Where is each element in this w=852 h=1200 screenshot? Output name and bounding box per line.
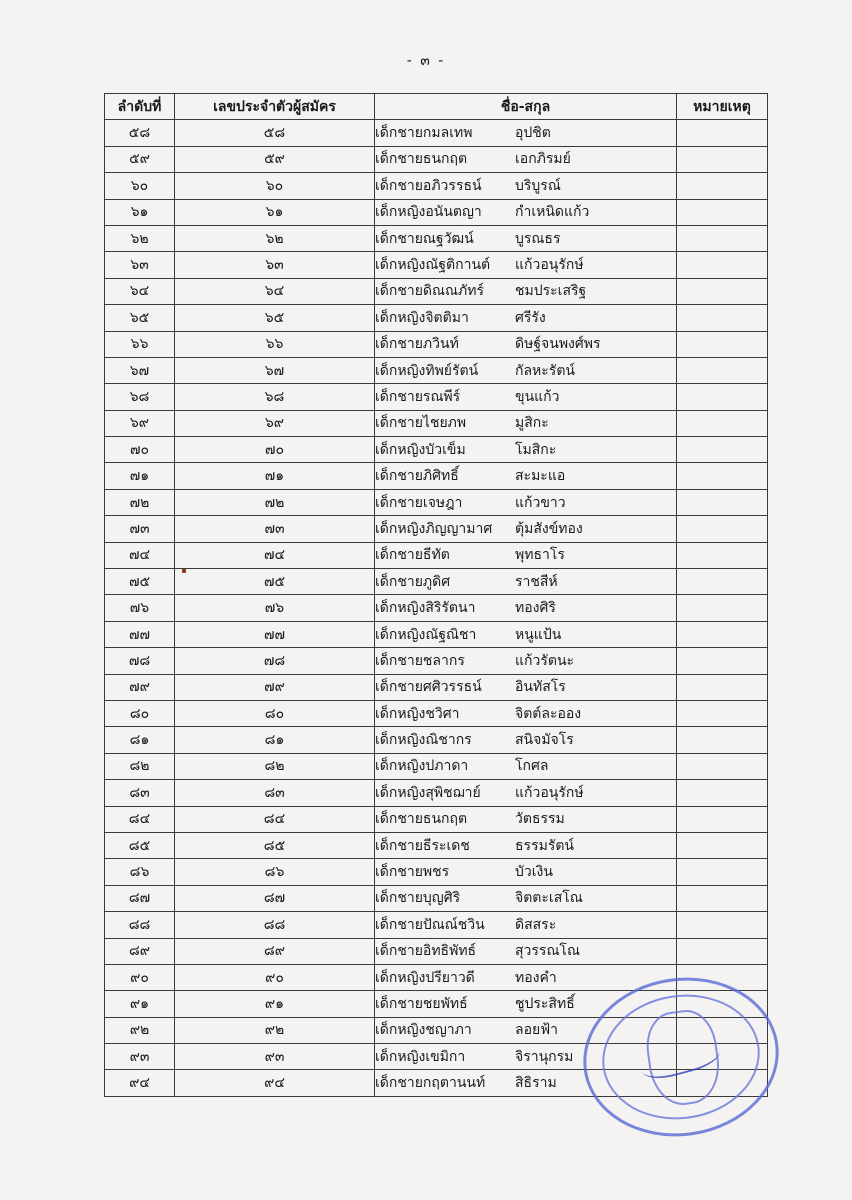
full-name-cell: [375, 727, 677, 753]
remark-cell: [677, 885, 768, 911]
table-row: [105, 859, 768, 885]
full-name-cell: [375, 780, 677, 806]
order-cell: ๖๑: [105, 199, 175, 225]
remark-cell: [677, 859, 768, 885]
last-name: สนิจมัจโร: [515, 732, 574, 749]
order-cell: ๖๖: [105, 331, 175, 357]
last-name: จิรานุกรม: [515, 1048, 574, 1065]
remark-cell: [677, 489, 768, 515]
full-name-cell: [375, 912, 677, 938]
order-cell: ๕๙: [105, 146, 175, 172]
full-name-cell: [375, 278, 677, 304]
applicant-id-cell: ๗๙: [175, 674, 375, 700]
applicant-id-cell: ๖๙: [175, 410, 375, 436]
order-cell: ๗๙: [105, 674, 175, 700]
applicant-id-cell: ๗๕: [175, 569, 375, 595]
last-name: บริบูรณ์: [515, 177, 561, 194]
page-number: - ๓ -: [406, 53, 446, 69]
applicant-id-cell: ๘๘: [175, 912, 375, 938]
full-name-cell: [375, 648, 677, 674]
first-name: เด็กหญิงปภาดา: [375, 758, 469, 775]
table-row: [105, 885, 768, 911]
header-order: ลำดับที่: [105, 94, 175, 120]
remark-cell: [677, 120, 768, 146]
applicant-id-cell: ๙๒: [175, 1017, 375, 1043]
order-cell: ๗๑: [105, 463, 175, 489]
full-name-cell: [375, 753, 677, 779]
full-name-cell: [375, 225, 677, 251]
full-name-cell: [375, 463, 677, 489]
full-name-cell: [375, 964, 677, 990]
applicant-table: [104, 93, 768, 1097]
last-name: ธรรมรัตน์: [515, 837, 574, 854]
last-name: อุปชิต: [515, 125, 551, 142]
table-row: [105, 252, 768, 278]
remark-cell: [677, 674, 768, 700]
full-name-cell: [375, 120, 677, 146]
table-row: [105, 621, 768, 647]
first-name: เด็กชายธีทัต: [375, 547, 450, 564]
remark-cell: [677, 780, 768, 806]
order-cell: ๘๒: [105, 753, 175, 779]
remark-cell: [677, 173, 768, 199]
order-cell: ๘๓: [105, 780, 175, 806]
order-cell: ๗๖: [105, 595, 175, 621]
first-name: เด็กชายพชร: [375, 864, 450, 881]
order-cell: ๘๘: [105, 912, 175, 938]
table-row: [105, 410, 768, 436]
first-name: เด็กชายศศิวรรธน์: [375, 679, 482, 696]
applicant-id-cell: ๗๐: [175, 437, 375, 463]
table-header-row: [105, 94, 768, 120]
order-cell: ๗๐: [105, 437, 175, 463]
applicant-id-cell: ๗๑: [175, 463, 375, 489]
order-cell: ๗๗: [105, 621, 175, 647]
full-name-cell: [375, 173, 677, 199]
first-name: เด็กชายกฤตานนท์: [375, 1075, 486, 1092]
table-row: [105, 305, 768, 331]
last-name: แก้วขาว: [515, 494, 566, 511]
order-cell: ๖๒: [105, 225, 175, 251]
last-name: ทองศิริ: [515, 600, 556, 617]
full-name-cell: [375, 700, 677, 726]
table-row: [105, 648, 768, 674]
applicant-id-cell: ๙๔: [175, 1070, 375, 1096]
table-row: [105, 595, 768, 621]
first-name: เด็กหญิงณิชากร: [375, 732, 472, 749]
first-name: เด็กหญิงณัฐติกานต์: [375, 257, 491, 274]
remark-cell: [677, 938, 768, 964]
order-cell: ๘๖: [105, 859, 175, 885]
last-name: ลอยฟ้า: [515, 1022, 558, 1039]
remark-cell: [677, 357, 768, 383]
order-cell: ๗๔: [105, 542, 175, 568]
order-cell: ๙๑: [105, 991, 175, 1017]
applicant-id-cell: ๗๗: [175, 621, 375, 647]
first-name: เด็กชายรณพีร์: [375, 388, 461, 405]
first-name: เด็กชายภิศิทธิ์: [375, 468, 459, 485]
first-name: เด็กชายธนกฤต: [375, 811, 468, 828]
first-name: เด็กหญิงเขมิกา: [375, 1048, 466, 1065]
table-row: [105, 727, 768, 753]
last-name: กำเหนิดแก้ว: [515, 204, 590, 221]
full-name-cell: [375, 595, 677, 621]
remark-cell: [677, 542, 768, 568]
full-name-cell: [375, 410, 677, 436]
order-cell: ๘๐: [105, 700, 175, 726]
last-name: กัลหะรัตน์: [515, 362, 575, 379]
table-row: [105, 331, 768, 357]
first-name: เด็กชายปัณณ์ชวิน: [375, 916, 485, 933]
full-name-cell: [375, 331, 677, 357]
last-name: จิตต์ละออง: [515, 705, 582, 722]
last-name: มูสิกะ: [515, 415, 549, 432]
applicant-id-cell: ๗๖: [175, 595, 375, 621]
table-row: [105, 437, 768, 463]
order-cell: ๗๓: [105, 516, 175, 542]
order-cell: ๖๓: [105, 252, 175, 278]
full-name-cell: [375, 674, 677, 700]
applicant-id-cell: ๕๘: [175, 120, 375, 146]
full-name-cell: [375, 885, 677, 911]
remark-cell: [677, 199, 768, 225]
table-row: [105, 753, 768, 779]
last-name: โมสิกะ: [515, 441, 557, 458]
full-name-cell: [375, 938, 677, 964]
last-name: บัวเงิน: [515, 864, 553, 881]
order-cell: ๗๒: [105, 489, 175, 515]
applicant-id-cell: ๗๔: [175, 542, 375, 568]
first-name: เด็กชายอภิวรรธน์: [375, 177, 482, 194]
table-row: [105, 384, 768, 410]
order-cell: ๙๓: [105, 1044, 175, 1070]
last-name: ชมประเสริฐ: [515, 283, 587, 300]
table-row: [105, 569, 768, 595]
first-name: เด็กชายไชยภพ: [375, 415, 467, 432]
remark-cell: [677, 753, 768, 779]
last-name: ขุนแก้ว: [515, 388, 560, 405]
applicant-id-cell: ๖๓: [175, 252, 375, 278]
last-name: ทองคำ: [515, 969, 557, 986]
applicant-id-cell: ๘๖: [175, 859, 375, 885]
last-name: ศรีรัง: [515, 309, 546, 326]
first-name: เด็กหญิงภิญญามาศ: [375, 520, 493, 537]
applicant-id-cell: ๕๙: [175, 146, 375, 172]
table-row: [105, 199, 768, 225]
applicant-id-cell: ๖๕: [175, 305, 375, 331]
applicant-id-cell: ๘๐: [175, 700, 375, 726]
first-name: เด็กหญิงชวิศา: [375, 705, 460, 722]
order-cell: ๖๙: [105, 410, 175, 436]
remark-cell: [677, 595, 768, 621]
remark-cell: [677, 727, 768, 753]
applicant-id-cell: ๘๗: [175, 885, 375, 911]
last-name: แก้วรัตนะ: [515, 652, 575, 669]
applicant-id-cell: ๗๒: [175, 489, 375, 515]
remark-cell: [677, 305, 768, 331]
first-name: เด็กหญิงบัวเข็ม: [375, 441, 466, 458]
table-row: [105, 542, 768, 568]
header-full-name: ชื่อ-สกุล: [375, 94, 677, 120]
remark-cell: [677, 912, 768, 938]
table-row: [105, 463, 768, 489]
applicant-id-cell: ๗๘: [175, 648, 375, 674]
remark-cell: [677, 384, 768, 410]
full-name-cell: [375, 806, 677, 832]
remark-cell: [677, 225, 768, 251]
full-name-cell: [375, 621, 677, 647]
table-row: [105, 225, 768, 251]
first-name: เด็กชายดิณณภัทร์: [375, 283, 484, 300]
first-name: เด็กชายกมลเทพ: [375, 125, 473, 142]
order-cell: ๘๔: [105, 806, 175, 832]
table-row: [105, 938, 768, 964]
applicant-id-cell: ๙๑: [175, 991, 375, 1017]
header-applicant-id: เลขประจำตัวผู้สมัคร: [175, 94, 375, 120]
last-name: สิธิราม: [515, 1075, 557, 1092]
last-name: เอกภิรมย์: [515, 151, 571, 168]
table-row: [105, 357, 768, 383]
full-name-cell: [375, 146, 677, 172]
order-cell: ๘๕: [105, 832, 175, 858]
order-cell: ๘๗: [105, 885, 175, 911]
order-cell: ๙๒: [105, 1017, 175, 1043]
remark-cell: [677, 437, 768, 463]
full-name-cell: [375, 859, 677, 885]
applicant-id-cell: ๘๕: [175, 832, 375, 858]
full-name-cell: [375, 832, 677, 858]
last-name: วัตธรรม: [515, 811, 565, 828]
applicant-id-cell: ๗๓: [175, 516, 375, 542]
last-name: บูรณธร: [515, 230, 561, 247]
remark-cell: [677, 832, 768, 858]
remark-cell: [677, 621, 768, 647]
table-row: [105, 700, 768, 726]
first-name: เด็กหญิงปรียาวดี: [375, 969, 475, 986]
table-row: [105, 278, 768, 304]
remark-cell: [677, 806, 768, 832]
applicant-id-cell: ๘๙: [175, 938, 375, 964]
full-name-cell: [375, 516, 677, 542]
applicant-id-cell: ๘๑: [175, 727, 375, 753]
last-name: จิตตะเสโณ: [515, 890, 583, 907]
first-name: เด็กหญิงณัฐณิชา: [375, 626, 477, 643]
first-name: เด็กหญิงอนันตญา: [375, 204, 482, 221]
order-cell: ๕๘: [105, 120, 175, 146]
applicant-id-cell: ๘๔: [175, 806, 375, 832]
applicant-id-cell: ๖๗: [175, 357, 375, 383]
first-name: เด็กหญิงสุพิชฌาย์: [375, 784, 481, 801]
first-name: เด็กชายบุญศิริ: [375, 890, 461, 907]
first-name: เด็กหญิงชญาภา: [375, 1022, 472, 1039]
last-name: สะมะแอ: [515, 468, 566, 485]
first-name: เด็กหญิงทิพย์รัตน์: [375, 362, 479, 379]
applicant-id-cell: ๘๒: [175, 753, 375, 779]
last-name: ราชสีห์: [515, 573, 558, 590]
last-name: พุทธาโร: [515, 547, 565, 564]
remark-cell: [677, 331, 768, 357]
order-cell: ๖๕: [105, 305, 175, 331]
applicant-id-cell: ๙๐: [175, 964, 375, 990]
order-cell: ๙๔: [105, 1070, 175, 1096]
full-name-cell: [375, 357, 677, 383]
last-name: ดิสสระ: [515, 916, 557, 933]
last-name: อินทัสโร: [515, 679, 566, 696]
table-row: [105, 516, 768, 542]
full-name-cell: [375, 437, 677, 463]
remark-cell: [677, 278, 768, 304]
full-name-cell: [375, 252, 677, 278]
first-name: เด็กชายธีระเดช: [375, 837, 470, 854]
order-cell: ๘๙: [105, 938, 175, 964]
full-name-cell: [375, 305, 677, 331]
ink-speck: [182, 569, 186, 573]
applicant-id-cell: ๖๐: [175, 173, 375, 199]
first-name: เด็กชายณฐวัฒน์: [375, 230, 474, 247]
applicant-id-cell: ๖๘: [175, 384, 375, 410]
full-name-cell: [375, 542, 677, 568]
first-name: เด็กชายภูดิศ: [375, 573, 451, 590]
first-name: เด็กหญิงสิริรัตนา: [375, 600, 476, 617]
full-name-cell: [375, 199, 677, 225]
order-cell: ๗๕: [105, 569, 175, 595]
order-cell: ๖๗: [105, 357, 175, 383]
order-cell: ๙๐: [105, 964, 175, 990]
order-cell: ๖๔: [105, 278, 175, 304]
remark-cell: [677, 252, 768, 278]
order-cell: ๖๘: [105, 384, 175, 410]
applicant-id-cell: ๖๖: [175, 331, 375, 357]
first-name: เด็กชายชลากร: [375, 652, 465, 669]
full-name-cell: [375, 569, 677, 595]
first-name: เด็กชายชยพัทธ์: [375, 995, 468, 1012]
remark-cell: [677, 700, 768, 726]
remark-cell: [677, 569, 768, 595]
remark-cell: [677, 463, 768, 489]
remark-cell: [677, 410, 768, 436]
applicant-id-cell: ๖๔: [175, 278, 375, 304]
remark-cell: [677, 648, 768, 674]
table-row: [105, 780, 768, 806]
applicant-id-cell: ๙๓: [175, 1044, 375, 1070]
last-name: ชูประสิทธิ์: [515, 995, 575, 1012]
order-cell: ๗๘: [105, 648, 175, 674]
remark-cell: [677, 146, 768, 172]
applicant-id-cell: ๘๓: [175, 780, 375, 806]
table-row: [105, 912, 768, 938]
first-name: เด็กชายภวินท์: [375, 336, 459, 353]
last-name: โกศล: [515, 758, 549, 775]
last-name: แก้วอนุรักษ์: [515, 784, 584, 801]
order-cell: ๖๐: [105, 173, 175, 199]
table-row: [105, 832, 768, 858]
last-name: แก้วอนุรักษ์: [515, 257, 584, 274]
last-name: ดิษฐ์จนพงศ์พร: [515, 336, 601, 353]
header-remark: หมายเหตุ: [677, 94, 768, 120]
table-row: [105, 489, 768, 515]
applicant-id-cell: ๖๑: [175, 199, 375, 225]
first-name: เด็กชายธนกฤต: [375, 151, 468, 168]
first-name: เด็กชายอิทธิพัทธ์: [375, 943, 477, 960]
last-name: สุวรรณโณ: [515, 943, 580, 960]
table-row: [105, 674, 768, 700]
table-row: [105, 146, 768, 172]
table-row: [105, 173, 768, 199]
full-name-cell: [375, 384, 677, 410]
first-name: เด็กหญิงจิตติมา: [375, 309, 469, 326]
remark-cell: [677, 516, 768, 542]
first-name: เด็กชายเจษฎา: [375, 494, 463, 511]
table-row: [105, 806, 768, 832]
applicant-id-cell: ๖๒: [175, 225, 375, 251]
last-name: ตุ้มสังข์ทอง: [515, 520, 583, 537]
table-row: [105, 120, 768, 146]
last-name: หนูแป้น: [515, 626, 562, 643]
full-name-cell: [375, 489, 677, 515]
order-cell: ๘๑: [105, 727, 175, 753]
